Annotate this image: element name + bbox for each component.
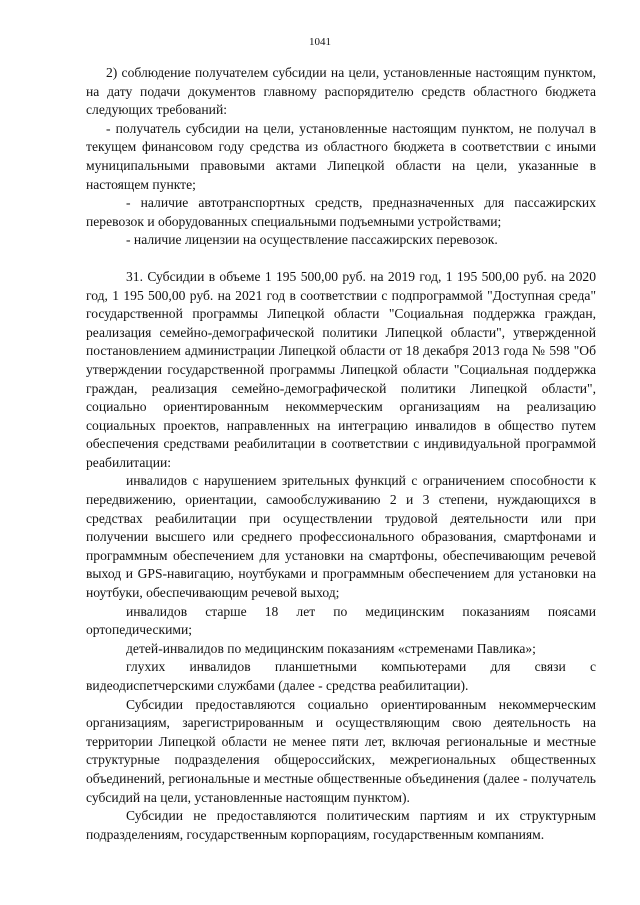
paragraph-subsidy-exclusions: Субсидии не предоставляются политическим партиям и их структурным подразделениям, государственным корпорациям, государственным компаниям.	[86, 808, 596, 842]
paragraph-visually-impaired: инвалидов с нарушением зрительных функций с ограничением способности к передвижению, ориентации, самообслуживанию 2 и 3 степени, нуждающихся в средствах реабилитации при осуществлении трудовой деятельности или при получении высшего или среднего профессионального образования, смартфонами и программным обеспечением для установки на смартфоны, обеспечивающим речевой выход и GPS-навигацию, ноутбуками и программным обеспечением для установки на ноутбуки, обеспечивающим речевой выход;	[86, 473, 596, 601]
page-number: 1041	[309, 36, 331, 48]
paragraph-orthopedic-belts: инвалидов старше 18 лет по медицинским показаниям поясами ортопедическими;	[86, 603, 596, 638]
paragraph-item-31: 31. Субсидии в объеме 1 195 500,00 руб. на 2019 год, 1 195 500,00 руб. на 2020 год, 1 195 500,00 руб. на 2021 год в соответствии с подпрограммой "Доступная среда" государственной программы Липецкой области "Социальная поддержка граждан, реализация семейно-демографической политики Липецкой области", утвержденной постановлением администрации Липецкой области от 18 декабря 2013 года № 598 "Об утверждении государственной программы Липецкой области "Социальная поддержка граждан, реализация семейно-демографической политики Липецкой области", социально ориентированным некоммерческим организациям на реализацию социальных проектов, направленных на интеграцию инвалидов в общество путем обеспечения средствами реабилитации в соответствии с индивидуальной программой реабилитации:	[86, 268, 596, 470]
paragraph-pavlik-harness: детей-инвалидов по медицинским показаниям «стременами Павлика»;	[126, 640, 536, 656]
paragraph-deaf-tablets: глухих инвалидов планшетными компьютерами для связи с видеодиспетчерскими службами (далее - средства реабилитации).	[86, 659, 596, 693]
paragraph-requirement-license: - наличие лицензии на осуществление пассажирских перевозок.	[126, 232, 498, 248]
paragraph-requirement-vehicles: - наличие автотранспортных средств, предназначенных для пассажирских перевозок и оборудованных специальными подъемными устройствами;	[86, 195, 596, 229]
paragraph-subsidy-recipients: Субсидии предоставляются социально ориентированным некоммерческим организациям, зарегистрированным и осуществляющим свою деятельность на территории Липецкой области не менее пяти лет, включая региональные и местные структурные подразделения общероссийских, межрегиональных общественных объединений, региональные и местные общественные объединения (далее - получатель субсидий на цели, установленные настоящим пунктом).	[86, 696, 596, 805]
paragraph-requirement-no-funds: - получатель субсидии на цели, установленные настоящим пунктом, не получал в текущем финансовом году средства из областного бюджета в соответствии с иными муниципальными правовыми актами Липецкой области на цели, указанные в настоящем пункте;	[86, 120, 596, 192]
document-body	[86, 64, 596, 844]
paragraph-condition-2: 2) соблюдение получателем субсидии на цели, установленные настоящим пунктом, на дату подачи документов главному распорядителю средств областного бюджета следующих требований:	[86, 65, 596, 118]
